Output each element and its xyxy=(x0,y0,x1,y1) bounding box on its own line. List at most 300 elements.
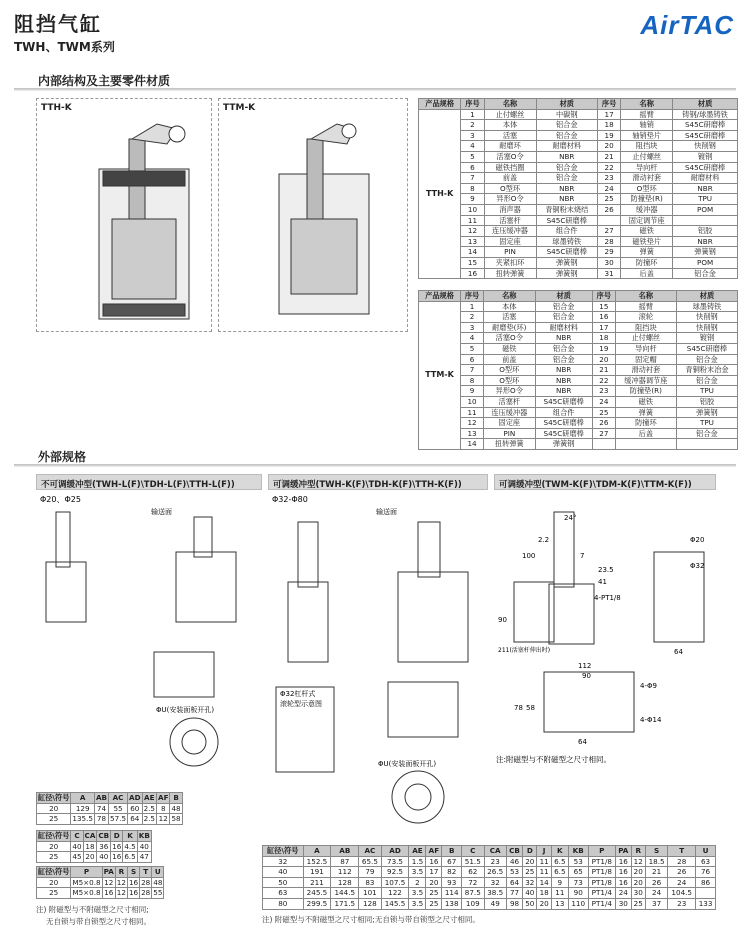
table-row xyxy=(419,173,738,184)
table-cell: 29 xyxy=(598,247,621,258)
table-cell: 72 xyxy=(462,877,484,888)
table-cell: 65.5 xyxy=(359,856,381,867)
table-cell: 13 xyxy=(461,428,484,439)
table-cell: 32 xyxy=(484,877,506,888)
table-cell: 耐磨垫(环) xyxy=(484,322,536,333)
table-cell: 1 xyxy=(461,301,484,312)
table-cell: 组合件 xyxy=(536,226,598,237)
table-cell: 铝合金 xyxy=(676,428,737,439)
table-cell: 导向杆 xyxy=(621,162,673,173)
table-cell: 26 xyxy=(592,418,615,429)
table-cell: 1.5 xyxy=(409,856,426,867)
table-cell: 25 xyxy=(426,898,442,909)
table-cell: TPU xyxy=(676,418,737,429)
table-cell: 112 xyxy=(331,867,359,878)
table-header-cell: B xyxy=(170,793,182,804)
table-row xyxy=(419,120,738,131)
table-cell: 4 xyxy=(461,333,484,344)
table-cell: 20 xyxy=(37,841,71,852)
table-cell: 10 xyxy=(461,396,484,407)
table-cell: 6.5 xyxy=(551,867,568,878)
table-cell: 铝合金 xyxy=(535,354,592,365)
ttm-k-cylinder-drawing xyxy=(219,99,409,333)
table-header-cell: AC xyxy=(359,846,381,857)
table-cell: 16 xyxy=(592,312,615,323)
table-cell: 171.5 xyxy=(331,898,359,909)
model-cell: TTH-K xyxy=(419,109,461,279)
dim-7: 7 xyxy=(580,552,585,560)
table-cell: 31 xyxy=(598,268,621,279)
table-cell: 磁铁 xyxy=(484,343,536,354)
table-cell: 扭转弹簧 xyxy=(484,439,536,450)
table-header-cell: K xyxy=(551,846,568,857)
table-cell: PT1/8 xyxy=(588,856,615,867)
section-divider xyxy=(14,88,736,91)
table-cell: 3 xyxy=(461,130,484,141)
table-header-cell: 序号 xyxy=(461,291,484,302)
table-cell: 38.5 xyxy=(484,888,506,899)
table-cell: 弹簧 xyxy=(621,247,673,258)
table-cell: 55 xyxy=(109,803,128,814)
table-cell: 固定座 xyxy=(484,236,536,247)
table-cell: S45C研磨棒 xyxy=(536,247,598,258)
table-cell: 60 xyxy=(128,803,143,814)
table-cell: M5×0.8 xyxy=(72,888,101,898)
table-header-cell: K xyxy=(123,831,137,842)
table-cell: S45C研磨棒 xyxy=(673,162,738,173)
table-cell: 11 xyxy=(461,215,484,226)
table-header-cell: P xyxy=(588,846,615,857)
section-external-title: 外部规格 xyxy=(38,450,87,464)
table-header-cell: CA xyxy=(84,831,96,840)
table-row xyxy=(419,365,738,376)
table-cell: 耐磨材料 xyxy=(673,173,738,184)
table-cell: 20 xyxy=(83,852,97,863)
table-header-cell: AD xyxy=(129,793,141,802)
table-cell: 20 xyxy=(523,856,537,867)
dim-2-2: 2.2 xyxy=(538,536,550,544)
table-header-cell: U xyxy=(152,867,164,878)
table-cell: 防撞环 xyxy=(621,257,673,268)
table-cell: 24 xyxy=(645,888,667,899)
table-cell: 17 xyxy=(426,867,442,878)
table-cell: 活塞 xyxy=(484,130,536,141)
table-cell: 12 xyxy=(461,418,484,429)
dim-211: 211(活塞杆伸出时) xyxy=(498,647,551,654)
table-header-cell: PA xyxy=(616,846,632,857)
table-cell: 铝合金 xyxy=(676,354,737,365)
table-header-cell: P xyxy=(71,867,102,878)
roller-diagram-label: 滚轮型示意图 xyxy=(280,700,322,708)
table-cell: 16 xyxy=(461,268,484,279)
table-header-cell: 产品规格 xyxy=(419,291,461,302)
adjustable-twm-dimension-drawing xyxy=(494,492,716,772)
table-cell: 2.5 xyxy=(143,803,155,813)
table-cell: NBR xyxy=(535,333,592,344)
table-cell: 25 xyxy=(598,194,621,205)
table-cell: 25 xyxy=(37,814,71,825)
table-cell: 22 xyxy=(592,375,615,386)
table-row xyxy=(37,803,183,814)
table-cell: 122 xyxy=(381,888,409,899)
table-header-cell: AE xyxy=(144,793,155,802)
table-row xyxy=(419,301,738,312)
table-cell: 76 xyxy=(696,867,716,878)
table-row xyxy=(419,312,738,323)
table-cell: 3.5 xyxy=(409,867,426,878)
table-cell: 23 xyxy=(592,386,615,397)
table-cell: 铝合金 xyxy=(536,130,598,141)
table-cell: 活塞杆 xyxy=(484,396,536,407)
table-cell: 摇臂 xyxy=(615,301,676,312)
table-cell: 26 xyxy=(668,867,696,878)
table-row xyxy=(419,322,738,333)
dim-64-b: 64 xyxy=(578,738,587,746)
table-cell: 27 xyxy=(592,428,615,439)
table-cell xyxy=(615,439,676,450)
rod-type-label: Φ32杠杆式 xyxy=(280,690,316,698)
table-cell: 26 xyxy=(598,204,621,215)
table-cell: 13 xyxy=(461,236,484,247)
table-cell: 49 xyxy=(484,898,506,909)
table-cell: 28 xyxy=(668,856,696,867)
table-cell: 16 xyxy=(616,867,632,878)
table-cell: S45C研磨棒 xyxy=(676,343,737,354)
table-cell: 夹紧扣环 xyxy=(484,257,536,268)
spec-table-1 xyxy=(36,792,183,825)
table-cell: 73 xyxy=(568,877,588,888)
spec-note-2: 无自锁与带自锁型之尺寸相同。 xyxy=(46,917,151,926)
table-cell: 弹簧钢 xyxy=(535,439,592,450)
table-cell xyxy=(676,439,737,450)
table-cell: 12 xyxy=(102,877,115,888)
table-cell: 93 xyxy=(442,877,462,888)
table-cell: 16 xyxy=(426,856,442,867)
table-cell: 18 xyxy=(537,888,551,899)
table-cell: 11 xyxy=(537,856,551,867)
tth-k-material-table xyxy=(418,98,738,279)
table-cell: 12 xyxy=(116,888,126,898)
table-cell: 青铜粉末烧结 xyxy=(536,204,598,215)
table-cell: 191 xyxy=(303,867,331,878)
table-cell: 7 xyxy=(461,173,484,184)
section-divider-2 xyxy=(14,464,736,467)
table-cell: 快削钢 xyxy=(673,141,738,152)
table-row xyxy=(419,215,738,226)
table-cell: 20 xyxy=(37,877,71,888)
table-header-cell: R xyxy=(115,867,127,878)
table-cell: 24 xyxy=(616,888,632,899)
table-cell: 15 xyxy=(592,301,615,312)
table-cell: PT1/8 xyxy=(588,877,615,888)
table-cell: 18.5 xyxy=(645,856,667,867)
table-cell: 防撞环 xyxy=(615,418,676,429)
table-cell: 21 xyxy=(592,365,615,376)
table-row xyxy=(419,226,738,237)
dim-78: 78 xyxy=(514,704,523,712)
table-cell: 3 xyxy=(461,322,484,333)
table-header-cell: CA xyxy=(484,846,506,857)
table-cell: 37 xyxy=(645,898,667,909)
table-cell: 20 xyxy=(426,877,442,888)
table-cell: NBR xyxy=(535,375,592,386)
table-cell: 22 xyxy=(598,162,621,173)
table-cell: 5 xyxy=(461,343,484,354)
table-cell: NBR xyxy=(536,183,598,194)
table-header-cell: 缸径\符号 xyxy=(263,846,304,857)
table-cell: 20 xyxy=(37,803,71,814)
table-row xyxy=(419,428,738,439)
table-cell: 20 xyxy=(537,898,551,909)
table-cell: 阻挡块 xyxy=(615,322,676,333)
table-cell: 9 xyxy=(461,386,484,397)
dim-phi20: Φ20 xyxy=(690,536,705,544)
table-cell: 16 xyxy=(112,852,122,862)
table-cell: 铝合金 xyxy=(536,120,598,131)
table-cell: 28 xyxy=(141,877,151,887)
table-cell: O型环 xyxy=(621,183,673,194)
dim-90: 90 xyxy=(498,616,507,624)
table-cell: 98 xyxy=(506,898,522,909)
table-cell: 101 xyxy=(359,888,381,899)
table-cell: 18 xyxy=(592,333,615,344)
table-cell: 连压缓冲器 xyxy=(484,407,536,418)
table-cell: 1 xyxy=(461,109,484,120)
table-header-cell: 名称 xyxy=(484,99,536,110)
table-header-cell: CB xyxy=(506,846,522,857)
tth-k-cylinder-drawing xyxy=(37,99,213,333)
table-cell: 本体 xyxy=(484,120,536,131)
table-row xyxy=(419,375,738,386)
install-label-1: ΦU(安装面板开孔) xyxy=(156,706,215,714)
table-cell: 11 xyxy=(461,407,484,418)
table-cell: 球墨铸铁 xyxy=(536,236,598,247)
table-cell: 弹簧钢 xyxy=(536,268,598,279)
table-header-cell: AB xyxy=(331,846,359,857)
table-cell: 磁铁挡圈 xyxy=(484,162,536,173)
model-cell: TTM-K xyxy=(419,301,461,449)
table-cell: 轴销 xyxy=(621,120,673,131)
table-header-cell: 序号 xyxy=(592,291,615,302)
table-header-cell: 名称 xyxy=(621,99,673,110)
table-cell: 青铜粉末冶金 xyxy=(676,365,737,376)
table-cell: 2.5 xyxy=(143,814,155,824)
table-cell: 25 xyxy=(37,852,71,863)
spec-header-nonadjustable: 不可调缓冲型(TWH-L(F)\TDH-L(F)\TTH-L(F)) xyxy=(36,474,262,490)
table-header-cell: U xyxy=(696,846,716,857)
table-cell: 14 xyxy=(461,247,484,258)
table-cell: 299.5 xyxy=(303,898,331,909)
table-cell: 90 xyxy=(568,888,588,899)
table-row xyxy=(419,162,738,173)
table-header-cell: D xyxy=(111,831,123,842)
table-cell: 铝合金 xyxy=(676,375,737,386)
table-row xyxy=(37,852,152,863)
table-cell: 25 xyxy=(631,898,645,909)
table-cell: NBR xyxy=(673,183,738,194)
table-cell: 导向杆 xyxy=(615,343,676,354)
table-cell: 57.5 xyxy=(110,814,127,824)
airtac-logo: AirTAC xyxy=(640,10,734,40)
table-cell: 铝合金 xyxy=(536,173,598,184)
table-header-cell: AC xyxy=(109,793,128,804)
table-cell: 50 xyxy=(263,877,304,888)
table-row xyxy=(419,109,738,120)
table-cell: 6.5 xyxy=(124,852,136,862)
table-cell: 24 xyxy=(668,877,696,888)
table-cell: 消声器 xyxy=(484,204,536,215)
table-cell: 80 xyxy=(263,898,304,909)
table-cell: 缓冲器 xyxy=(621,204,673,215)
table-cell: 23 xyxy=(598,173,621,184)
table-row xyxy=(263,888,716,899)
table-cell: 245.5 xyxy=(303,888,331,899)
table-cell: POM xyxy=(673,204,738,215)
table-header-cell: T xyxy=(668,846,696,857)
table-cell: 74 xyxy=(94,803,108,814)
table-cell: 阻挡块 xyxy=(621,141,673,152)
table-cell: 32 xyxy=(523,877,537,888)
table-header-cell: 材质 xyxy=(673,99,738,110)
table-cell: 73.5 xyxy=(381,856,409,867)
table-cell: 耐磨材料 xyxy=(536,141,598,152)
table-cell: 10 xyxy=(461,204,484,215)
table-cell: 24 xyxy=(592,396,615,407)
table-row xyxy=(419,343,738,354)
table-cell: 20 xyxy=(598,141,621,152)
table-cell: 止付螺丝 xyxy=(615,333,676,344)
dim-24deg: 24° xyxy=(564,514,577,522)
table-cell: 8 xyxy=(157,803,170,814)
table-cell: PT1/4 xyxy=(588,898,615,909)
table-header-cell: AB xyxy=(95,793,108,802)
phi-label-1: Φ20、Φ25 xyxy=(40,495,81,504)
spec-header-adjustable-twm: 可调缓冲型(TWM-K(F)\TDM-K(F)\TTM-K(F)) xyxy=(494,474,716,490)
table-cell: 9 xyxy=(461,194,484,205)
table-cell: 14 xyxy=(461,439,484,450)
dim-4-phi14: 4-Φ14 xyxy=(640,716,662,724)
tth-k-diagram-panel xyxy=(36,98,212,332)
table-row xyxy=(419,333,738,344)
table-cell: 50 xyxy=(523,898,537,909)
table-cell: 铝合金 xyxy=(535,343,592,354)
table-cell: 异形O令 xyxy=(484,194,536,205)
table-cell: 15 xyxy=(461,257,484,268)
table-cell: 135.5 xyxy=(72,814,93,824)
table-header-cell: KB xyxy=(568,846,588,857)
table-cell: 后盖 xyxy=(621,268,673,279)
table-cell: 固定帽 xyxy=(615,354,676,365)
table-cell: 40 xyxy=(97,852,111,863)
table-row xyxy=(37,877,164,888)
table-header-cell: 缸径\符号 xyxy=(38,831,70,840)
table-row xyxy=(419,268,738,279)
table-cell: 铝合金 xyxy=(535,301,592,312)
table-cell: 53 xyxy=(506,867,522,878)
table-cell: 18 xyxy=(598,120,621,131)
table-cell: 40 xyxy=(72,841,82,851)
table-header-cell: AE xyxy=(409,846,426,857)
table-cell: 铝合金 xyxy=(673,268,738,279)
table-row xyxy=(419,236,738,247)
spec-header-adjustable-twh: 可调缓冲型(TWH-K(F)\TDH-K(F)\TTH-K(F)) xyxy=(268,474,488,490)
table-cell: 前盖 xyxy=(484,173,536,184)
table-row xyxy=(419,194,738,205)
table-header-cell: B xyxy=(442,846,462,857)
table-cell: 固定座 xyxy=(484,418,536,429)
table-cell: 19 xyxy=(598,130,621,141)
table-row xyxy=(419,130,738,141)
table-cell: 48 xyxy=(171,803,181,813)
adjustable-twh-dimension-drawing xyxy=(268,492,488,832)
table-header-cell: AD xyxy=(381,846,409,857)
table-cell: 2 xyxy=(461,312,484,323)
dim-112: 112 xyxy=(578,662,592,670)
table-header-cell: 材质 xyxy=(536,99,598,110)
table-cell: 53 xyxy=(568,856,588,867)
table-cell: 磁铁垫片 xyxy=(621,236,673,247)
table-cell: 86 xyxy=(696,877,716,888)
table-cell: 16 xyxy=(616,856,632,867)
table-cell: 止付螺丝 xyxy=(484,109,536,120)
table-cell: NBR xyxy=(673,236,738,247)
table-cell: 11 xyxy=(537,867,551,878)
spec-table-2 xyxy=(36,830,152,863)
table-cell: 11 xyxy=(551,888,568,899)
table-cell: 26.5 xyxy=(484,867,506,878)
table-cell: 129 xyxy=(71,803,95,814)
table-cell: 30 xyxy=(598,257,621,268)
spec-table-3 xyxy=(36,866,164,899)
table-header-cell: S xyxy=(645,846,667,857)
table-cell: 51.5 xyxy=(462,856,484,867)
table-cell: 45 xyxy=(72,852,82,862)
table-cell: 40 xyxy=(263,867,304,878)
table-cell: 摇臂 xyxy=(621,109,673,120)
table-row xyxy=(419,354,738,365)
table-header-cell: 名称 xyxy=(615,291,676,302)
table-cell: 65 xyxy=(568,867,588,878)
table-header-cell: C xyxy=(462,846,484,857)
table-header-cell: J xyxy=(537,846,551,857)
table-cell: 40 xyxy=(523,888,537,899)
table-cell: 25 xyxy=(523,867,537,878)
table-cell: 109 xyxy=(462,898,484,909)
table-cell: 62 xyxy=(462,867,484,878)
table-cell: 138 xyxy=(442,898,462,909)
ttm-k-material-table xyxy=(418,290,738,450)
table-cell: POM xyxy=(673,257,738,268)
table-row xyxy=(419,439,738,450)
table-header-cell: A xyxy=(71,793,95,804)
table-cell: 20 xyxy=(631,867,645,878)
table-cell: 7 xyxy=(461,365,484,376)
table-cell: 21 xyxy=(598,151,621,162)
table-cell: 25 xyxy=(592,407,615,418)
table-cell: 23 xyxy=(668,898,696,909)
table-cell: PT1/4 xyxy=(588,888,615,899)
table-cell: 133 xyxy=(696,898,716,909)
table-cell: 30 xyxy=(616,898,632,909)
table-cell: 107.5 xyxy=(381,877,409,888)
table-cell: 6 xyxy=(461,354,484,365)
table-cell: NBR xyxy=(535,386,592,397)
table-cell: 8 xyxy=(461,375,484,386)
table-cell: 67 xyxy=(442,856,462,867)
table-cell: 缓冲器调节座 xyxy=(615,375,676,386)
table-cell: S45C研磨棒 xyxy=(535,418,592,429)
table-cell: 40 xyxy=(137,841,151,852)
